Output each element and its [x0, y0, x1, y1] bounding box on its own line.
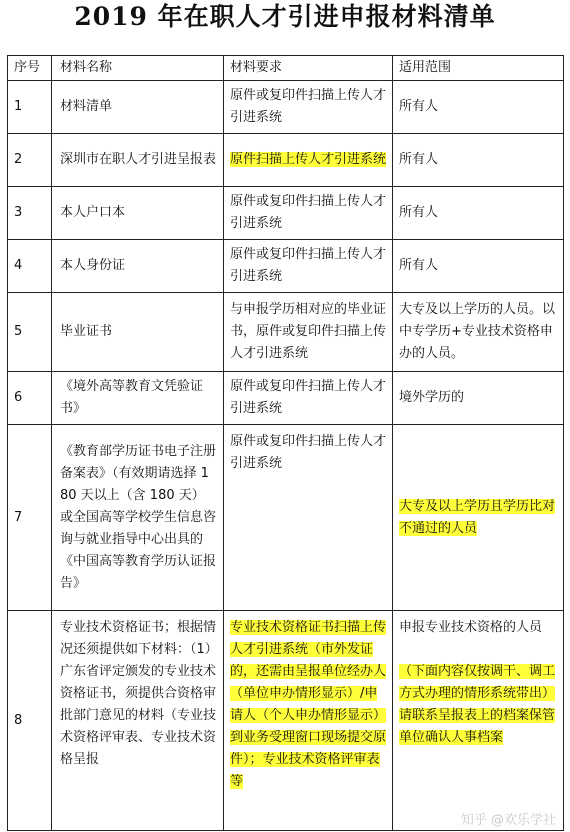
header-requirement: 材料要求 [224, 56, 393, 81]
applicable-scope: 境外学历的 [393, 372, 564, 425]
material-requirement: 原件或复印件扫描上传人才引进系统 [224, 425, 393, 611]
highlighted-text: （下面内容仅按调干、调工方式办理的情形系统带出）请联系呈报表上的档案保管单位确认人事档案 [399, 664, 556, 745]
table-row [8, 372, 564, 425]
material-requirement: 原件或复印件扫描上传人才引进系统 [224, 81, 393, 134]
highlighted-text: 专业技术资格证书扫描上传人才引进系统（市外发证的，还需由呈报单位经办人（单位申办情形显示）/申请人（个人申办情形显示）到业务受理窗口现场提交原件）；专业技术资格评审表等 [230, 620, 387, 789]
applicable-scope: 所有人 [393, 134, 564, 187]
material-requirement: 与申报学历相对应的毕业证书，原件或复印件扫描上传人才引进系统 [224, 293, 393, 372]
applicable-scope: 所有人 [393, 240, 564, 293]
material-requirement: 原件或复印件扫描上传人才引进系统 [224, 372, 393, 425]
page-title: 2019 年在职人才引进申报材料清单 [74, 2, 496, 31]
table-row [8, 187, 564, 240]
material-name: 本人身份证 [52, 240, 224, 293]
table-row [8, 81, 564, 134]
row-index: 1 [8, 81, 52, 134]
table-row [8, 293, 564, 372]
watermark: 知乎 @欢乐学社 [460, 813, 556, 828]
table-header-row [8, 56, 564, 81]
applicable-scope [393, 425, 564, 611]
table-row [8, 240, 564, 293]
row-index: 6 [8, 372, 52, 425]
row-index: 2 [8, 134, 52, 187]
applicable-scope: 所有人 [393, 81, 564, 134]
material-requirement [224, 611, 393, 831]
material-name: 《教育部学历证书电子注册备案表》（有效期请选择 180 天以上（含 180 天）或全国高等学校学生信息咨询与就业指导中心出具的《中国高等教育学历认证报告》 [52, 425, 224, 611]
material-name: 《境外高等教育文凭验证书》 [52, 372, 224, 425]
row-index: 5 [8, 293, 52, 372]
material-requirement: 原件或复印件扫描上传人才引进系统 [224, 187, 393, 240]
applicable-scope [393, 611, 564, 831]
highlighted-text: 原件扫描上传人才引进系统 [230, 152, 387, 167]
table-row [8, 134, 564, 187]
row-index: 7 [8, 425, 52, 611]
table-row [8, 425, 564, 611]
material-requirement: 原件或复印件扫描上传人才引进系统 [224, 240, 393, 293]
material-name: 材料清单 [52, 81, 224, 134]
table-row [8, 611, 564, 831]
applicable-scope: 大专及以上学历的人员。以中专学历+专业技术资格申办的人员。 [393, 293, 564, 372]
material-name: 深圳市在职人才引进呈报表 [52, 134, 224, 187]
row-index: 4 [8, 240, 52, 293]
material-name: 毕业证书 [52, 293, 224, 372]
scope-line: 申报专业技术资格的人员 [399, 620, 543, 635]
applicable-scope: 所有人 [393, 187, 564, 240]
row-index: 8 [8, 611, 52, 831]
material-name: 专业技术资格证书；根据情况还须提供如下材料：（1）广东省评定颁发的专业技术资格证书，须提供合资格审批部门意见的材料（专业技术资格评审表、专业技术资格呈报 [52, 611, 224, 831]
header-material-name: 材料名称 [52, 56, 224, 81]
header-index: 序号 [8, 56, 52, 81]
row-index: 3 [8, 187, 52, 240]
header-scope: 适用范围 [393, 56, 564, 81]
material-name: 本人户口本 [52, 187, 224, 240]
highlighted-text: 大专及以上学历且学历比对不通过的人员 [399, 498, 556, 536]
materials-table [7, 55, 564, 831]
material-requirement [224, 134, 393, 187]
